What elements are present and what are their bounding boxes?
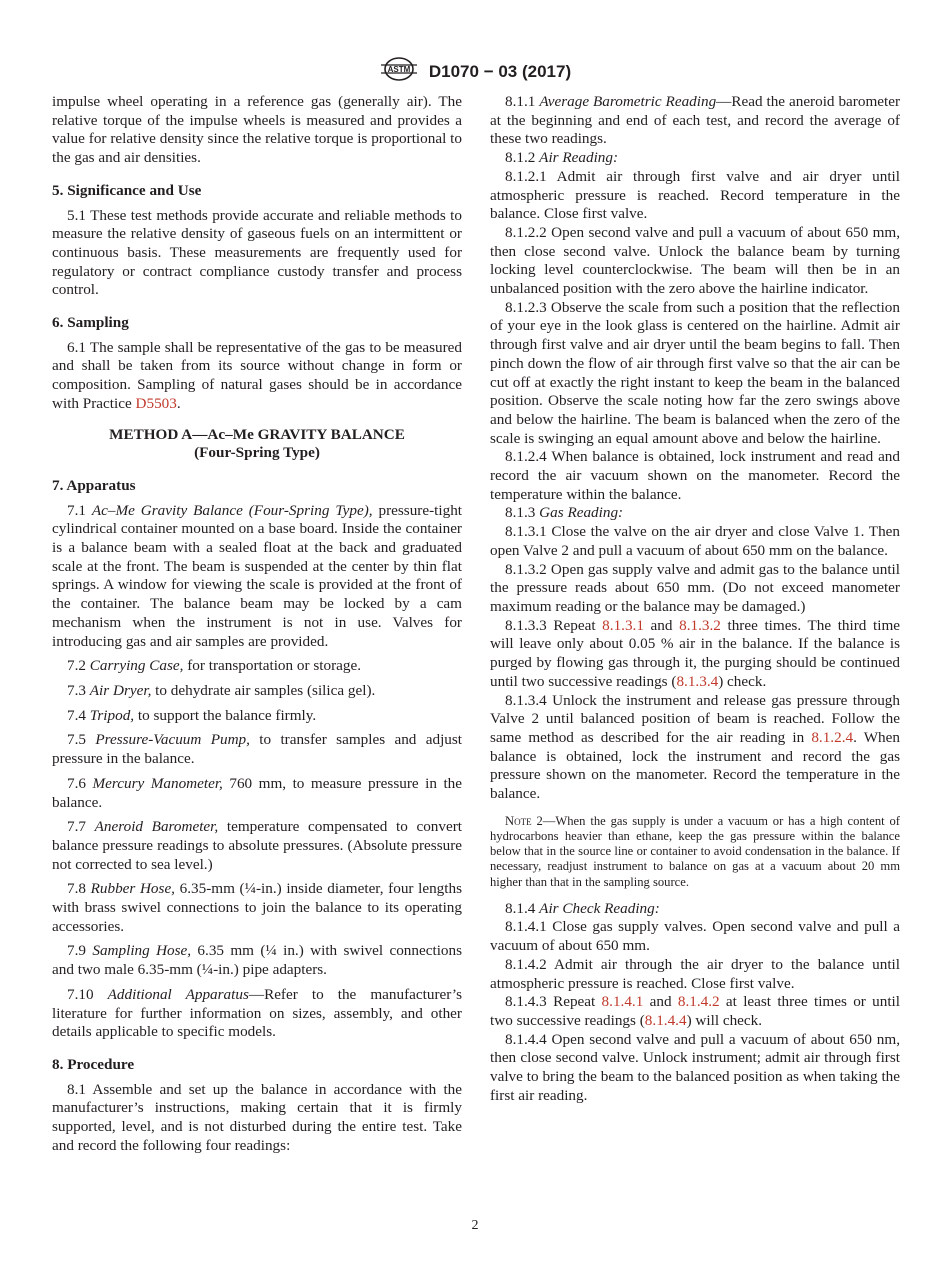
para-6-1: 6.1 The sample shall be representative of the gas to be measured and shall be taken from its source without change in form or composition. Sampling of natural gases should be in accordance with Practice D5503. xyxy=(52,338,462,412)
para-7-2: 7.2 Carrying Case, for transportation or storage. xyxy=(67,657,362,675)
para-8-1-2-2: 8.1.2.2 Open second valve and pull a vacuum of about 650 mm, then close second valve. Unlock the balance beam by turning locking level counterclockwise. The beam will then be in an unbalanced position with the zero above the hairline indicator. xyxy=(490,223,900,298)
link-d5503[interactable]: D5503 xyxy=(135,394,177,412)
link-8-1-3-1[interactable]: 8.1.3.1 xyxy=(602,616,644,634)
intro-paragraph: impulse wheel operating in a reference gas (generally air). The relative torque of the impulse wheels is measured and provides a value for relative density since the relative torque is proportional to the gas and air densities. xyxy=(52,93,462,167)
para-5-1: 5.1 These test methods provide accurate and reliable methods to measure the relative density of gaseous fuels on an intermittent or continuous basis. These measurements are frequently used for regulatory or contract compliance custody transfer and process control. xyxy=(52,206,462,299)
para-8-1-4: 8.1.4 Air Check Reading: xyxy=(505,899,660,917)
para-8-1-3-2: 8.1.3.2 Open gas supply valve and admit gas to the balance until the pressure reads about 650 mm. (Do not exceed manometer maximum reading or the balance may be damaged.) xyxy=(490,560,900,615)
page-header xyxy=(0,56,950,87)
page-number: 2 xyxy=(471,1218,479,1233)
para-8-1-3-1: 8.1.3.1 Close the valve on the air dryer and close Valve 1. Then open Valve 2 and pull a vacuum of about 650 mm on the balance. xyxy=(490,523,900,559)
note-2: Note 2—When the gas supply is under a vacuum or has a high content of hydrocarbons heavier than ethane, keep the gas pressure within the balance below that in the source line or container to avoid condensation in the balance. If necessary, readjust instrument to balance on gas at a vacuum about 20 mm higher than that in the sampling source. xyxy=(490,813,900,889)
para-8-1-3-3: 8.1.3.3 Repeat 8.1.3.1 and 8.1.3.2 three times. The third time will leave only about 0.05 % air in the balance. If the balance is purged by flowing gas through it, the purging should be continued until two successive readings (8.1.3.4) check. xyxy=(490,616,900,690)
para-8-1-2-4: 8.1.2.4 When balance is obtained, lock instrument and read and record the air vacuum shown on the manometer. Record the temperature within the balance. xyxy=(490,448,900,503)
para-8-1-2-1: 8.1.2.1 Admit air through first valve and air dryer until atmospheric pressure is reached. Record temperature in the balance. Close first valve. xyxy=(490,167,900,223)
para-7-9: 7.9 Sampling Hose, 6.35 mm (¼ in.) with swivel connections and two male 6.35-mm (¼-in.) pipe adapters. xyxy=(52,942,463,979)
para-8-1-4-2: 8.1.4.2 Admit air through the air dryer to the balance until atmospheric pressure is reached. Close first valve. xyxy=(490,955,900,992)
para-8-1-3: 8.1.3 Gas Reading: xyxy=(505,504,624,522)
para-7-4: 7.4 Tripod, to support the balance firmly. xyxy=(67,706,317,724)
left-column xyxy=(52,93,462,1155)
para-8-1-4-3: 8.1.4.3 Repeat 8.1.4.1 and 8.1.4.2 at least three times or until two successive readings (8.1.4.4) will check. xyxy=(490,993,900,1029)
section-6-heading: 6. Sampling xyxy=(52,314,129,332)
para-8-1-2: 8.1.2 Air Reading: xyxy=(505,149,619,167)
astm-logo-icon xyxy=(379,56,419,87)
para-8-1-1: 8.1.1 Average Barometric Reading—Read the aneroid barometer at the beginning and end of each test, and record the average of these two readings. xyxy=(490,93,901,148)
para-7-6: 7.6 Mercury Manometer, 760 mm, to measure pressure in the balance. xyxy=(52,774,462,811)
para-8-1: 8.1 Assemble and set up the balance in accordance with the manufacturer’s instructions, making certain that it is firmly supported, level, and is not disturbed during the entire test. Take and record the following four readings: xyxy=(52,1080,462,1154)
para-7-5: 7.5 Pressure-Vacuum Pump, to transfer samples and adjust pressure in the balance. xyxy=(52,731,463,768)
para-8-1-4-1: 8.1.4.1 Close gas supply valves. Open second valve and pull a vacuum of about 650 mm. xyxy=(490,918,900,955)
document-id: D1070 − 03 (2017) xyxy=(428,61,572,81)
para-7-3: 7.3 Air Dryer, to dehydrate air samples (silica gel). xyxy=(67,681,376,699)
link-8-1-4-2[interactable]: 8.1.4.2 xyxy=(677,993,720,1011)
para-7-8: 7.8 Rubber Hose, 6.35-mm (¼-in.) inside diameter, four lengths with brass swivel connections to join the balance to its operating accessories. xyxy=(52,880,462,935)
para-7-1: 7.1 Ac–Me Gravity Balance (Four-Spring Type), pressure-tight cylindrical container mounted on a base board. Inside the container is a balance beam with a sealed float at the back and graduated scale at the front. The beam is suspended at the center by thin flat springs. A window for viewing the scale is provided at the front of the container. The balance beam may be locked by a cam mechanism when the instrument is not in use. Valves for introducing gas and air samples are provided. xyxy=(52,501,463,650)
right-column xyxy=(490,93,900,1105)
link-8-1-3-2[interactable]: 8.1.3.2 xyxy=(679,616,721,634)
section-7-heading: 7. Apparatus xyxy=(52,476,136,494)
section-8-heading: 8. Procedure xyxy=(52,1055,135,1073)
link-8-1-4-4[interactable]: 8.1.4.4 xyxy=(644,1011,687,1029)
link-8-1-2-4[interactable]: 8.1.2.4 xyxy=(811,728,854,746)
para-8-1-2-3: 8.1.2.3 Observe the scale from such a position that the reflection of your eye in the look glass is centered on the hairline. Admit air through first valve and air dryer until the beam begins to fall. Then pinch down the flow of air through first valve so that the air can be cut off at exactly the right instant to keep the beam in the balanced position. Observe the scale noting how far the zero swings above and below the hairline. The beam is balanced when the zero of the scale is swinging an equal amount above and below the hairline. xyxy=(490,298,900,447)
para-7-10: 7.10 Additional Apparatus—Refer to the manufacturer’s literature for further information on sizes, assembly, and other details applicable to specific models. xyxy=(52,985,463,1041)
link-8-1-4-1[interactable]: 8.1.4.1 xyxy=(601,993,644,1011)
method-a-heading: METHOD A—Ac–Me GRAVITY BALANCE (Four-Spring Type) xyxy=(109,425,405,462)
para-8-1-3-4: 8.1.3.4 Unlock the instrument and release gas pressure through Valve 2 until balanced position of beam is reached. Follow the same method as described for the air reading in 8.1.2.4. When balance is obtained, lock the instrument and record the gas pressure shown on the manometer. Record the temperature in the balance. xyxy=(490,691,900,803)
logo-text: ASTM xyxy=(387,65,411,74)
para-8-1-4-4: 8.1.4.4 Open second valve and pull a vacuum of about 650 nm, then close second valve. Unlock instrument; admit air through first valve to bring the beam to the balanced position as when taking the first air reading. xyxy=(490,1030,900,1104)
section-5-heading: 5. Significance and Use xyxy=(52,181,202,199)
para-7-7: 7.7 Aneroid Barometer, temperature compensated to convert balance pressure readings to absolute pressures. (Absolute pressure not corrected to sea level.) xyxy=(52,818,463,873)
link-8-1-3-4[interactable]: 8.1.3.4 xyxy=(676,672,719,690)
